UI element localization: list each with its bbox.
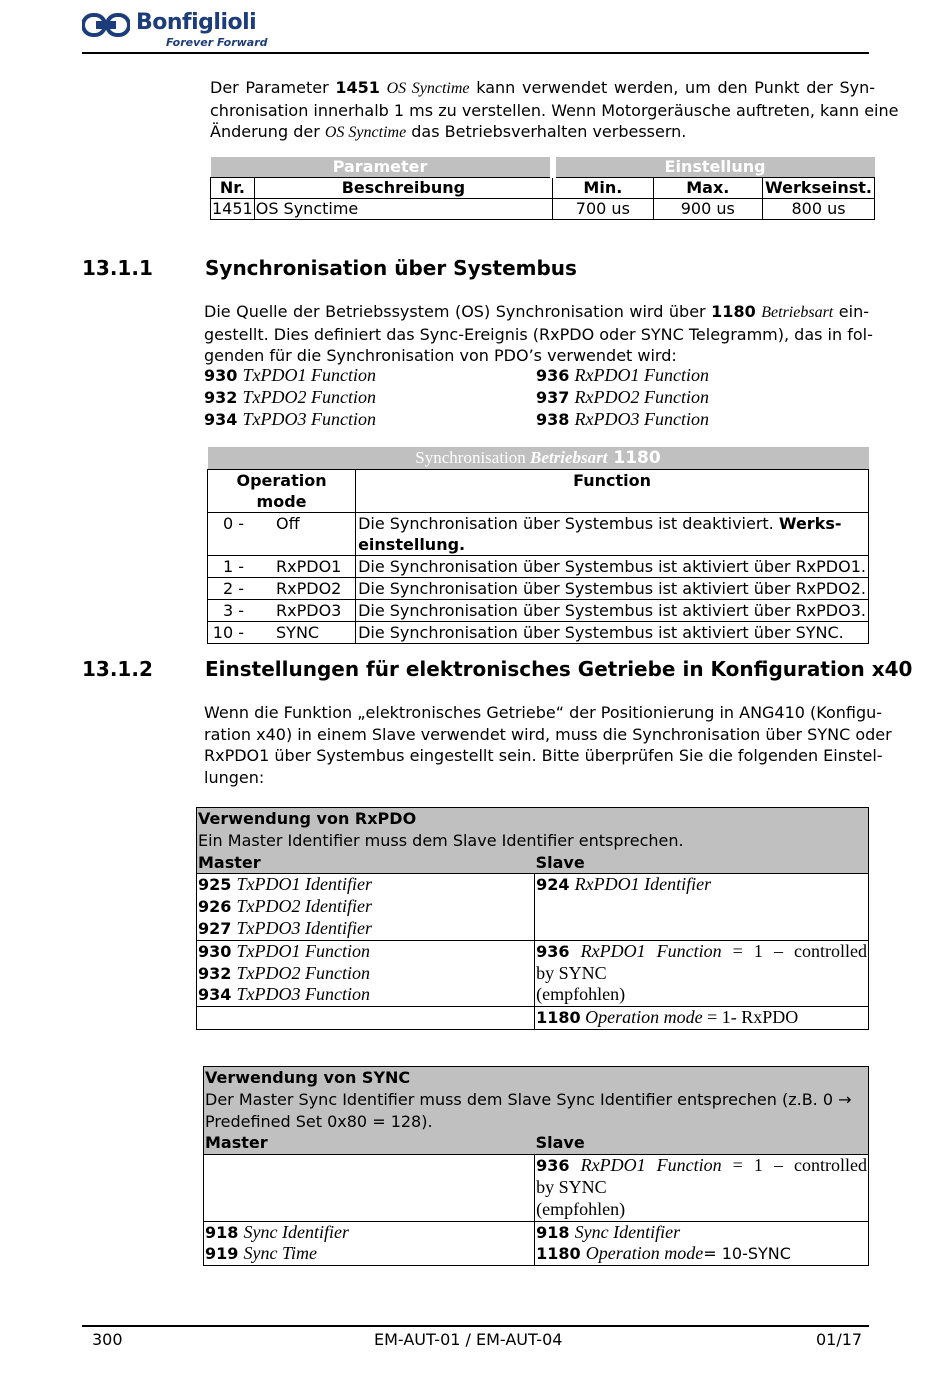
mode-name: RxPDO2 (272, 578, 356, 600)
col-slave: Slave (535, 1132, 869, 1154)
section2-paragraph (204, 702, 892, 788)
section2-line-1: Wenn die Funktion „elektronisches Getriebe“ der Positionierung in ANG410 (Konfigu- (204, 703, 883, 722)
table-row (208, 600, 869, 622)
slave-sync: 918 Sync Identifier 1180 Operation mode= 10-SYNC (535, 1221, 869, 1266)
cell-nr: 1451 (212, 199, 253, 218)
master-identifiers: 925 TxPDO1 Identifier 926 TxPDO2 Identifier 927 TxPDO3 Identifier (197, 874, 535, 940)
intro-line-3: Änderung der OS Synctime das Betriebsverhalten verbessern. (210, 122, 687, 141)
section-number: 13.1.2 (82, 657, 153, 681)
col-master: Master (204, 1132, 535, 1154)
header-rule (82, 52, 869, 54)
sync-table-title: Synchronisation Betriebsart 1180 (208, 447, 869, 470)
list-item: 938 RxPDO3 Function (536, 409, 709, 429)
mode-function: Die Synchronisation über Systembus ist aktiviert über RxPDO1. (356, 556, 869, 578)
mode-function: Die Synchronisation über Systembus ist aktiviert über SYNC. (356, 622, 869, 644)
section1-paragraph (204, 301, 873, 367)
brand-tagline: Forever Forward (166, 36, 268, 49)
section2-line-4: lungen: (204, 767, 265, 787)
parameter-group-header: Parameter (211, 157, 553, 178)
cell-max: 900 us (653, 199, 762, 220)
intro-paragraph (210, 77, 899, 144)
section-number: 13.1.1 (82, 256, 153, 280)
intro-line-1: Der Parameter 1451 OS Synctime kann verwendet werden, um den Punkt der Syn- (210, 78, 876, 97)
mode-name: RxPDO1 (272, 556, 356, 578)
master-functions: 930 TxPDO1 Function 932 TxPDO2 Function 934 TxPDO3 Function (197, 940, 535, 1006)
footer-rule (82, 1325, 869, 1327)
sync-usage-table (203, 1066, 869, 1266)
col-master: Master (197, 852, 535, 874)
col-function: Function (356, 470, 869, 513)
table-row (197, 940, 869, 1006)
col-nr: Nr. (211, 178, 255, 199)
slave-operation-mode: 1180 Operation mode = 1- RxPDO (535, 1007, 869, 1030)
table-row (211, 199, 875, 220)
mode-name: RxPDO3 (272, 600, 356, 622)
master-sync: 918 Sync Identifier 919 Sync Time (204, 1221, 535, 1266)
intro-line-2: chronisation innerhalb 1 ms zu verstellen. Wenn Motorgeräusche auftreten, kann eine (210, 100, 899, 120)
table-row (204, 1221, 869, 1266)
section2-line-3: RxPDO1 über Systembus eingestellt sein. Bitte überprüfen Sie die folgenden Einstel- (204, 746, 883, 765)
mode-function: Die Synchronisation über Systembus ist aktiviert über RxPDO2. (356, 578, 869, 600)
mode-code: 10 - (208, 622, 273, 644)
list-item: 932 TxPDO2 Function (204, 387, 376, 407)
list-item: 937 RxPDO2 Function (536, 387, 709, 407)
bonfiglioli-logo-icon (82, 12, 130, 38)
document-date: 01/17 (816, 1330, 863, 1349)
table-row (197, 1007, 869, 1030)
section-title: Synchronisation über Systembus (205, 256, 577, 280)
mode-name: Off (272, 513, 356, 556)
table-row (208, 622, 869, 644)
mode-function: Die Synchronisation über Systembus ist deaktiviert. Werks- einstellung. (356, 513, 869, 556)
parameter-table (210, 157, 875, 220)
cell-beschreibung: OS Synctime (254, 199, 552, 220)
col-operation-mode: Operation mode (208, 470, 356, 513)
col-werkseinst: Werkseinst. (763, 178, 875, 199)
slave-function: 936 RxPDO1 Function = 1 – controlled by SYNC (empfohlen) (535, 1155, 869, 1221)
brand-name: Bonfiglioli (136, 10, 257, 35)
cell-werkseinst: 800 us (763, 199, 875, 220)
slave-identifier: 924 RxPDO1 Identifier (535, 874, 869, 940)
section1-line-3: genden für die Synchronisation von PDO’s verwendet wird: (204, 346, 677, 365)
rxpdo-table-subtitle: Ein Master Identifier muss dem Slave Identifier entsprechen. (198, 830, 684, 850)
table-row (208, 513, 869, 556)
col-min: Min. (553, 178, 653, 199)
section2-line-2: ration x40) in einem Slave verwendet wird, muss die Synchronisation über SYNC oder (204, 724, 892, 744)
sync-usage-subtitle-2: Predefined Set 0x80 = 128). (205, 1111, 433, 1131)
table-row (204, 1155, 869, 1221)
master-empty (204, 1155, 535, 1221)
section1-line-2: gestellt. Dies definiert das Sync-Ereignis (RxPDO oder SYNC Telegramm), das in fol- (204, 324, 873, 344)
section-title: Einstellungen für elektronisches Getriebe in Konfiguration x40 (205, 657, 913, 681)
mode-code: 1 - (208, 556, 273, 578)
mode-name: SYNC (272, 622, 356, 644)
rxpdo-table-title: Verwendung von RxPDO (198, 809, 417, 828)
einstellung-group-header: Einstellung (553, 157, 875, 178)
table-row (208, 578, 869, 600)
section1-line-1: Die Quelle der Betriebssystem (OS) Synchronisation wird über 1180 Betriebsart ein- (204, 302, 869, 321)
sync-usage-subtitle-1: Der Master Sync Identifier muss dem Slave Sync Identifier entsprechen (z.B. 0 → (205, 1089, 852, 1109)
sync-mode-table (207, 447, 869, 644)
document-id: EM-AUT-01 / EM-AUT-04 (374, 1330, 563, 1349)
list-item: 936 RxPDO1 Function (536, 365, 709, 385)
mode-code: 2 - (208, 578, 273, 600)
slave-function: 936 RxPDO1 Function = 1 – controlled by SYNC (empfohlen) (535, 940, 869, 1006)
col-max: Max. (653, 178, 762, 199)
table-row (208, 556, 869, 578)
col-slave: Slave (535, 852, 869, 874)
col-beschreibung: Beschreibung (254, 178, 552, 199)
mode-function: Die Synchronisation über Systembus ist aktiviert über RxPDO3. (356, 600, 869, 622)
mode-code: 0 - (208, 513, 273, 556)
sync-usage-table-header (204, 1067, 869, 1133)
rxpdo-usage-table (196, 807, 869, 1030)
sync-usage-table-title: Verwendung von SYNC (205, 1068, 411, 1087)
mode-code: 3 - (208, 600, 273, 622)
table-row (197, 874, 869, 940)
page-number: 300 (92, 1330, 123, 1349)
list-item: 934 TxPDO3 Function (204, 409, 376, 429)
list-item: 930 TxPDO1 Function (204, 365, 376, 385)
rxpdo-table-header (197, 808, 869, 852)
cell-min: 700 us (553, 199, 653, 220)
master-empty (197, 1007, 535, 1030)
